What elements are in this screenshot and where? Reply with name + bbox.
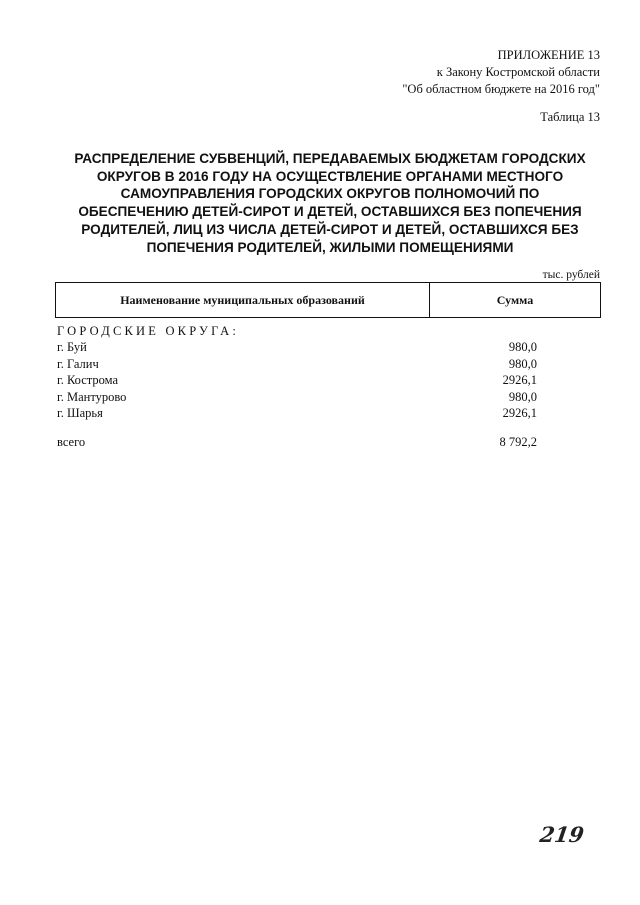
row-name: г. Кострома	[57, 373, 119, 387]
table-row	[57, 356, 537, 373]
row-amount: 2926,1	[502, 373, 537, 387]
table-row	[57, 405, 537, 422]
handwritten-page-number: 219	[538, 822, 586, 847]
table-header	[55, 282, 601, 318]
total-row	[57, 435, 537, 450]
column-header-amount: Сумма	[496, 292, 534, 307]
group-label: ГОРОДСКИЕ ОКРУГА:	[57, 324, 240, 338]
table-label: Таблица 13	[540, 110, 600, 124]
row-name: г. Шарья	[57, 406, 103, 420]
units-label: тыс. рублей	[542, 269, 600, 281]
row-name: г. Галич	[57, 356, 99, 371]
row-amount: 2926,1	[502, 406, 537, 420]
row-amount: 980,0	[508, 340, 537, 354]
table-row	[57, 372, 537, 389]
appendix-line: ПРИЛОЖЕНИЕ 13	[497, 48, 600, 62]
row-amount: 980,0	[508, 356, 537, 371]
table-row	[57, 339, 537, 356]
column-header-name: Наименование муниципальных образований	[56, 283, 430, 317]
appendix-line: "Об областном бюджете на 2016 год"	[402, 82, 600, 96]
row-amount: 980,0	[508, 389, 537, 404]
total-label: всего	[57, 435, 86, 449]
table-row	[57, 389, 537, 406]
appendix-header	[402, 47, 600, 98]
appendix-line: к Закону Костромской области	[436, 65, 600, 79]
table-body	[57, 339, 537, 422]
total-amount: 8 792,2	[499, 435, 537, 449]
row-name: г. Буй	[57, 340, 87, 354]
row-name: г. Мантурово	[57, 389, 127, 404]
document-title: РАСПРЕДЕЛЕНИЕ СУБВЕНЦИЙ, ПЕРЕДАВАЕМЫХ БЮДЖЕТАМ ГОРОДСКИХ ОКРУГОВ В 2016 ГОДУ НА ОСУЩЕСТВЛЕНИЕ ОРГАНАМИ МЕСТНОГО САМОУПРАВЛЕНИЯ ГОРОДСКИХ ОКРУГОВ ПОЛНОМОЧИЙ ПО ОБЕСПЕЧЕНИЮ ДЕТЕЙ-СИРОТ И ДЕТЕЙ, ОСТАВШИХСЯ БЕЗ ПОПЕЧЕНИЯ РОДИТЕЛЕЙ, ЛИЦ ИЗ ЧИСЛА ДЕТЕЙ-СИРОТ И ДЕТЕЙ, ОСТАВШИХСЯ БЕЗ ПОПЕЧЕНИЯ РОДИТЕЛЕЙ, ЖИЛЫМИ ПОМЕЩЕНИЯМИ	[74, 151, 586, 255]
